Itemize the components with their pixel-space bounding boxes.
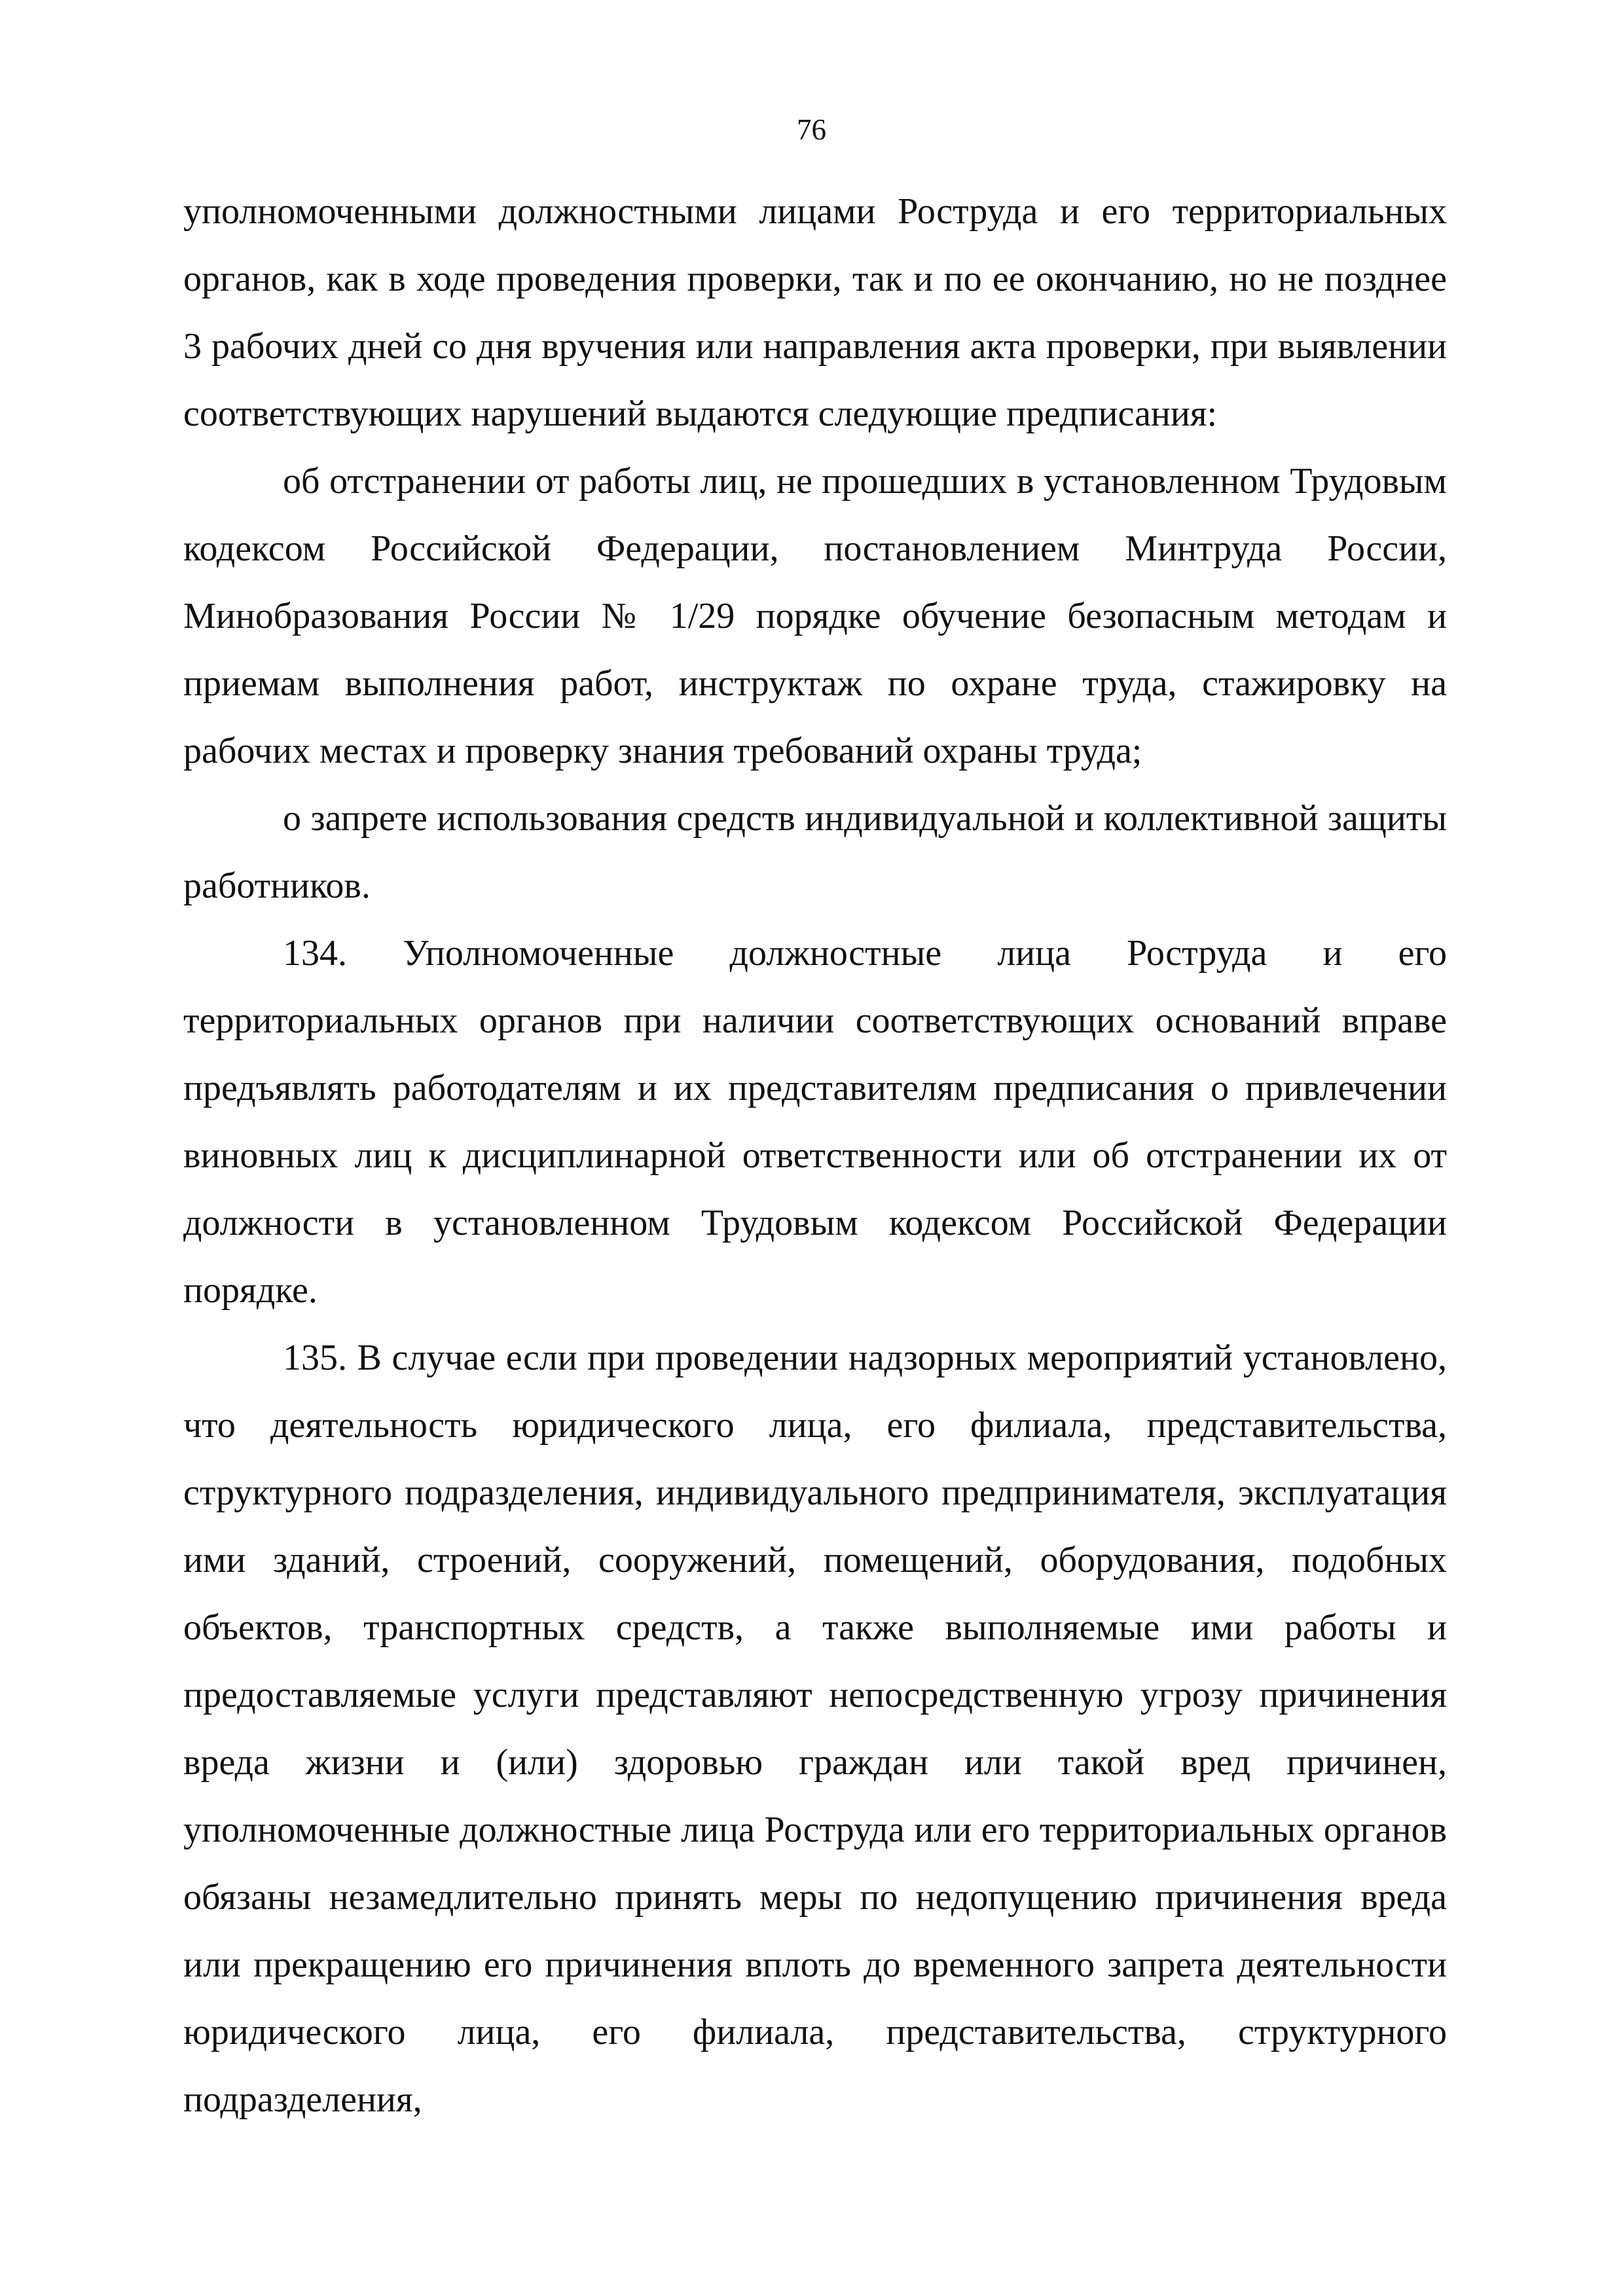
paragraph-continuation: уполномоченными должностными лицами Роструда и его территориальных органов, как в ходе проведения проверки, так и по ее окончанию, но не позднее 3 рабочих дней со дня вручения или направления акта проверки, при выявлении соответствующих нарушений выдаются следующие предписания: — [183, 191, 1447, 434]
paragraph-134: 134. Уполномоченные должностные лица Роструда и его территориальных органов при наличии соответствующих оснований вправе предъявлять работодателям и их представителям предписания о привлечении виновных лиц к дисциплинарной ответственности или об отстранении их от должности в установленном Трудовым кодексом Российской Федерации порядке. — [183, 933, 1447, 1311]
paragraph-135: 135. В случае если при проведении надзорных мероприятий установлено, что деятельность юридического лица, его филиала, представительства, структурного подразделения, индивидуального предпринимателя, эксплуатация ими зданий, строений, сооружений, помещений, оборудования, подобных объектов, транспортных средств, а также выполняемые ими работы и предоставляемые услуги представляют непосредственную угрозу причинения вреда жизни и (или) здоровью граждан или такой вред причинен, уполномоченные должностные лица Роструда или его территориальных органов обязаны незамедлительно принять меры по недопущению причинения вреда или прекращению его причинения вплоть до временного запрета деятельности юридического лица, его филиала, представительства, структурного подразделения, — [183, 1338, 1447, 2120]
paragraph-protective-equipment-ban: о запрете использования средств индивидуальной и коллективной защиты работников. — [183, 798, 1447, 906]
paragraph-removal-from-work: об отстранении от работы лиц, не прошедших в установленном Трудовым кодексом Российской Федерации, постановлением Минтруда России, Минобразования России № 1/29 порядке обучение безопасным методам и приемам выполнения работ, инструктаж по охране труда, стажировку на рабочих местах и проверку знания требований охраны труда; — [183, 461, 1447, 771]
page-number: 76 — [797, 113, 826, 146]
document-body — [183, 178, 1447, 2134]
